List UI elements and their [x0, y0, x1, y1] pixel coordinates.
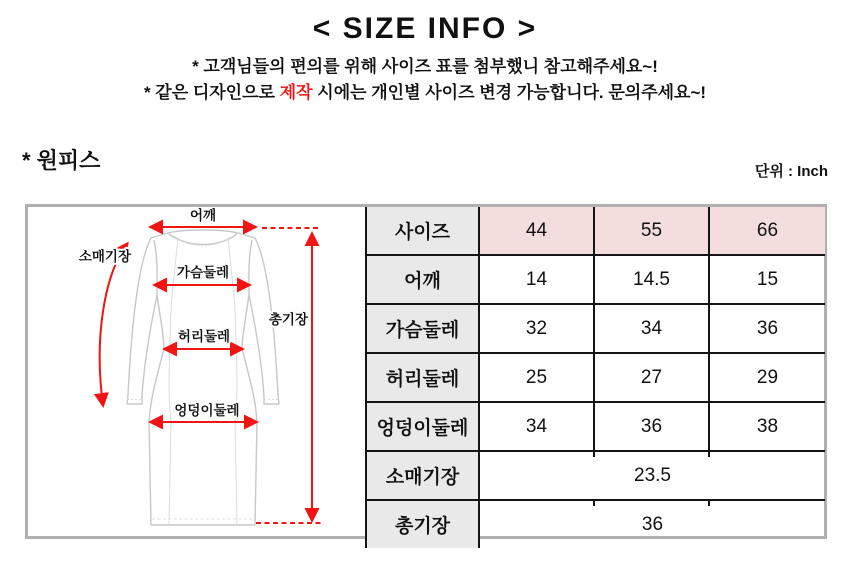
- table-row-sizes: [366, 207, 825, 255]
- value-cell: 34: [594, 304, 709, 353]
- size-44-cell: 44: [479, 207, 594, 255]
- table-row-shoulder: [366, 255, 825, 304]
- dress-diagram-svg: [28, 207, 365, 536]
- length-label: 총기장: [268, 312, 308, 327]
- size-66-cell: 66: [709, 207, 825, 255]
- divider-tick: [593, 501, 595, 506]
- value-cell: 32: [479, 304, 594, 353]
- notes-block: [0, 54, 850, 106]
- row-header-length: 총기장: [366, 500, 479, 548]
- sleeve-value: 23.5: [634, 464, 671, 486]
- sleeve-arrow: [100, 244, 127, 405]
- table-row-chest: [366, 304, 825, 353]
- value-cell: 36: [709, 304, 825, 353]
- sleeve-label: 소매기장: [78, 249, 131, 264]
- divider-tick: [708, 452, 710, 457]
- value-cell: 14: [479, 255, 594, 304]
- section-title-dress: * 원피스: [22, 148, 101, 173]
- table-row-length: [366, 500, 825, 548]
- row-header-shoulder: 어깨: [366, 255, 479, 304]
- shoulder-label: 어깨: [189, 208, 217, 223]
- note-line-2-suffix: 시에는 개인별 사이즈 변경 가능합니다. 문의주세요~!: [312, 83, 707, 102]
- row-header-sleeve: 소매기장: [366, 451, 479, 500]
- value-cell: 15: [709, 255, 825, 304]
- table-row-hip: [366, 402, 825, 451]
- length-value: 36: [641, 513, 664, 535]
- note-line-2-highlight: 제작: [279, 83, 313, 102]
- table-row-waist: [366, 353, 825, 402]
- dress-diagram: [28, 207, 365, 536]
- note-line-2: [0, 80, 850, 106]
- row-header-waist: 허리둘레: [366, 353, 479, 402]
- hip-label: 엉덩이둘레: [174, 403, 240, 418]
- note-line-2-prefix: * 같은 디자인으로: [143, 83, 280, 102]
- value-cell: 25: [479, 353, 594, 402]
- value-cell: 38: [709, 402, 825, 451]
- value-cell: 14.5: [594, 255, 709, 304]
- note-line-1: * 고객님들의 편의를 위해 사이즈 표를 첨부했니 참고해주세요~!: [192, 57, 658, 76]
- row-header-size: 사이즈: [366, 207, 479, 255]
- merged-value-cell: [479, 500, 825, 548]
- divider-tick: [593, 452, 595, 457]
- divider-tick: [708, 501, 710, 506]
- table-row-sleeve: [366, 451, 825, 500]
- value-cell: 27: [594, 353, 709, 402]
- waist-label: 허리둘레: [177, 329, 231, 344]
- unit-label: 단위 : Inch: [754, 163, 828, 180]
- value-cell: 34: [479, 402, 594, 451]
- page-title: < SIZE INFO >: [312, 12, 538, 45]
- row-header-chest: 가슴둘레: [366, 304, 479, 353]
- size-55-cell: 55: [594, 207, 709, 255]
- value-cell: 29: [709, 353, 825, 402]
- size-info-panel: [25, 204, 827, 539]
- size-table: [365, 207, 825, 548]
- merged-value-cell: [479, 451, 825, 500]
- chest-label: 가슴둘레: [176, 265, 230, 280]
- row-header-hip: 엉덩이둘레: [366, 402, 479, 451]
- value-cell: 36: [594, 402, 709, 451]
